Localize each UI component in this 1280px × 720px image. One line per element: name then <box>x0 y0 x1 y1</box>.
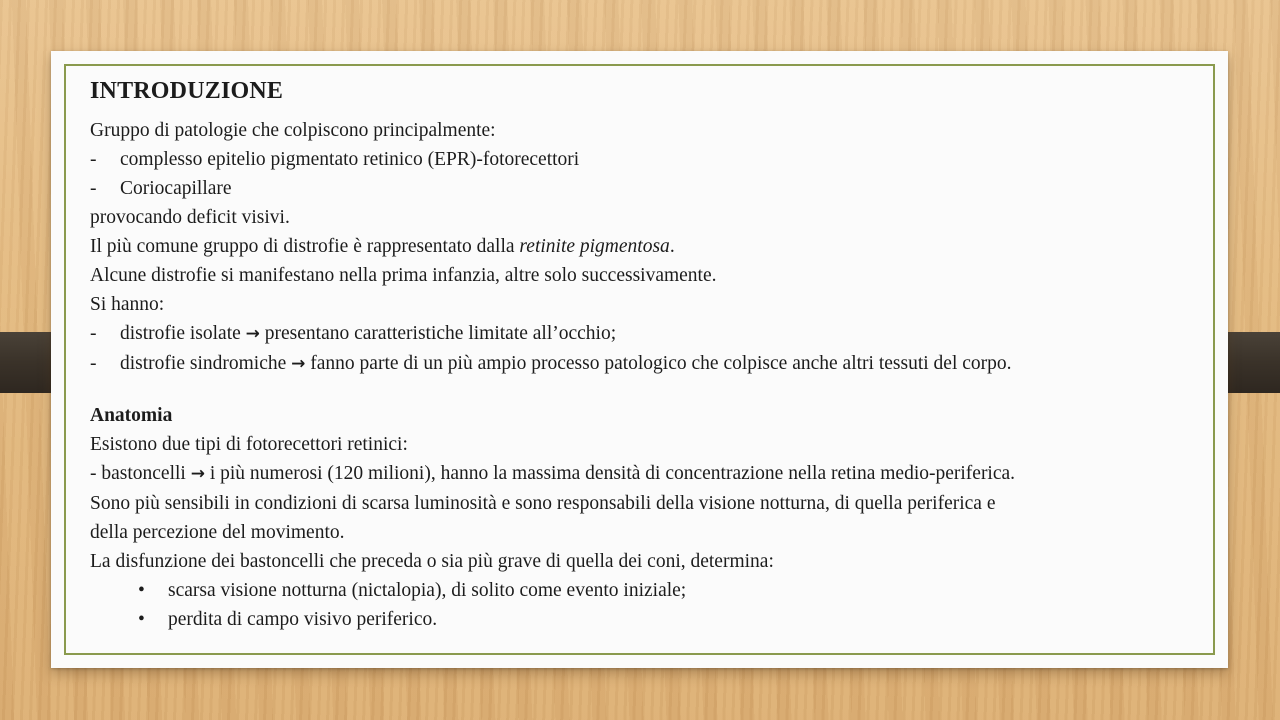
retinite-pigmentosa-term: retinite pigmentosa <box>519 236 670 257</box>
bullet-text: perdita di campo visivo periferico. <box>168 609 438 630</box>
anatomy-sensitivity-2: della percezione del movimento. <box>90 522 345 543</box>
section-spacer <box>90 379 1200 401</box>
rods-prefix: - bastoncelli <box>90 463 186 484</box>
list-item-text: complesso epitelio pigmentato retinico (EPR)-fotorecettori <box>120 149 580 170</box>
rods-desc: i più numerosi (120 milioni), hanno la massima densità di concentrazione nella retina medio-periferica. <box>209 463 1016 484</box>
anatomy-rods <box>90 459 1200 489</box>
anatomy-heading: Anatomia <box>90 405 173 426</box>
anatomy-dysfunction: La disfunzione dei bastoncelli che preceda o sia più grave di quella dei coni, determina: <box>90 551 774 572</box>
anatomy-sensitivity-1: Sono più sensibili in condizioni di scarsa luminosità e sono responsabili della visione notturna, di quella periferica e <box>90 493 996 514</box>
arrow-right-icon: → <box>291 354 306 374</box>
anatomy-line1: Esistono due tipi di fotorecettori retinici: <box>90 434 408 455</box>
type-list-item <box>90 349 1200 379</box>
bullet-icon: • <box>138 580 145 601</box>
bullet-text: scarsa visione notturna (nictalopia), di solito come evento iniziale; <box>168 580 687 601</box>
intro-list-item <box>90 174 1200 203</box>
bullet-item <box>90 576 1200 605</box>
intro-common-distrophy <box>90 232 1200 261</box>
list-item-text: Coriocapillare <box>120 178 232 199</box>
type-term: distrofie isolate <box>120 323 241 344</box>
type-desc: fanno parte di un più ampio processo patologico che colpisce anche altri tessuti del corpo. <box>310 353 1012 374</box>
common-period: . <box>669 236 675 257</box>
bullet-icon: • <box>138 609 145 630</box>
dash-marker: - <box>90 178 97 199</box>
intro-lead: Gruppo di patologie che colpiscono principalmente: <box>90 120 496 141</box>
intro-si-hanno: Si hanno: <box>90 294 165 315</box>
dash-marker: - <box>90 323 97 344</box>
dash-marker: - <box>90 149 97 170</box>
dash-marker: - <box>90 353 97 374</box>
arrow-right-icon: → <box>245 324 260 344</box>
type-desc: presentano caratteristiche limitate all’occhio; <box>264 323 617 344</box>
intro-list-item <box>90 145 1200 174</box>
common-text: Il più comune gruppo di distrofie è rappresentato dalla <box>90 236 520 257</box>
slide-content <box>90 74 1200 634</box>
intro-onset: Alcune distrofie si manifestano nella prima infanzia, altre solo successivamente. <box>90 265 717 286</box>
type-list-item <box>90 319 1200 349</box>
type-term: distrofie sindromiche <box>120 353 287 374</box>
intro-after-list: provocando deficit visivi. <box>90 207 290 228</box>
bullet-item <box>90 605 1200 634</box>
slide-title: INTRODUZIONE <box>90 78 284 104</box>
arrow-right-icon: → <box>190 464 205 484</box>
